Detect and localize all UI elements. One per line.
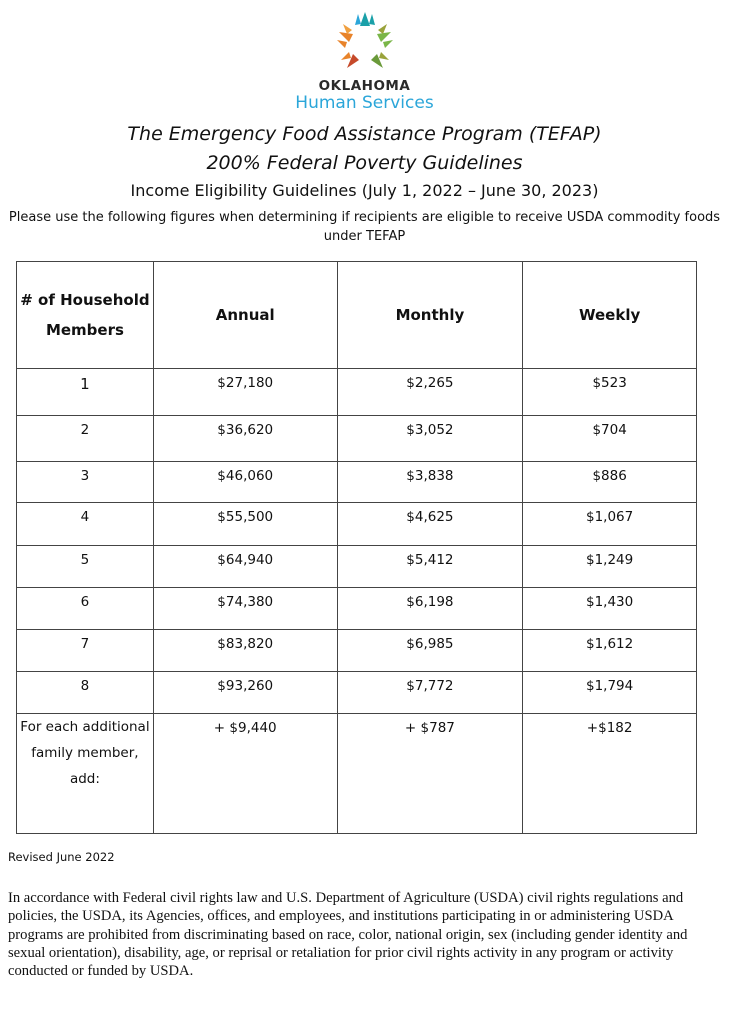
org-name-line2: Human Services [295, 93, 434, 113]
members-cell: 1 [17, 369, 154, 416]
members-cell: 8 [17, 672, 154, 714]
weekly-cell: $523 [523, 369, 697, 416]
annual-cell: $46,060 [153, 462, 337, 503]
header-members: # of Household Members [17, 262, 154, 369]
monthly-cell: $4,625 [337, 503, 523, 546]
table-row [17, 546, 697, 588]
additional-members-cell: For each additional family member, add: [17, 714, 154, 834]
annual-cell: $27,180 [153, 369, 337, 416]
weekly-cell: $704 [523, 416, 697, 462]
monthly-cell: $6,985 [337, 630, 523, 672]
star-logo-icon [333, 10, 397, 74]
monthly-cell: $5,412 [337, 546, 523, 588]
monthly-cell: $6,198 [337, 588, 523, 630]
eligibility-subtitle: Income Eligibility Guidelines (July 1, 2022 – June 30, 2023) [130, 181, 599, 200]
weekly-cell: $1,612 [523, 630, 697, 672]
weekly-cell: $886 [523, 462, 697, 503]
annual-cell: $64,940 [153, 546, 337, 588]
table-row [17, 369, 697, 416]
annual-cell: $36,620 [153, 416, 337, 462]
table-row [17, 416, 697, 462]
monthly-cell: $3,052 [337, 416, 523, 462]
instructions: Please use the following figures when determining if recipients are eligible to receive USDA commodity foods under TEFAP [8, 210, 721, 244]
monthly-cell: $3,838 [337, 462, 523, 503]
members-cell: 3 [17, 462, 154, 503]
annual-cell: $55,500 [153, 503, 337, 546]
members-cell: 6 [17, 588, 154, 630]
program-title: The Emergency Food Assistance Program (TEFAP) [127, 123, 602, 145]
members-cell: 2 [17, 416, 154, 462]
weekly-cell: $1,067 [523, 503, 697, 546]
annual-cell: $83,820 [153, 630, 337, 672]
table-row [17, 462, 697, 503]
table-row [17, 503, 697, 546]
guidelines-title: 200% Federal Poverty Guidelines [206, 152, 523, 174]
org-name-line1: OKLAHOMA [318, 78, 411, 94]
weekly-cell: $1,794 [523, 672, 697, 714]
table-header-row [17, 262, 697, 369]
members-cell: 7 [17, 630, 154, 672]
additional-member-row [17, 714, 697, 834]
civil-rights-notice: In accordance with Federal civil rights law and U.S. Department of Agriculture (USDA) civil rights regulations and policies, the USDA, its Agencies, offices, and employees, and institutions participating in or administering USDA programs are prohibited from discriminating based on race, color, national origin, sex (including gender identity and sexual orientation), disability, age, or reprisal or retaliation for prior civil rights activity in any program or activity conducted or funded by USDA. [8, 890, 688, 980]
additional-weekly-cell: +$182 [523, 714, 697, 834]
header-annual: Annual [153, 262, 337, 369]
table-row [17, 630, 697, 672]
members-cell: 4 [17, 503, 154, 546]
members-cell: 5 [17, 546, 154, 588]
logo [0, 10, 729, 113]
annual-cell: $93,260 [153, 672, 337, 714]
monthly-cell: $2,265 [337, 369, 523, 416]
header-monthly: Monthly [337, 262, 523, 369]
income-table [16, 261, 697, 834]
table-row [17, 588, 697, 630]
weekly-cell: $1,430 [523, 588, 697, 630]
annual-cell: $74,380 [153, 588, 337, 630]
monthly-cell: $7,772 [337, 672, 523, 714]
header-weekly: Weekly [523, 262, 697, 369]
revised-date: Revised June 2022 [8, 850, 115, 864]
table-row [17, 672, 697, 714]
additional-monthly-cell: + $787 [337, 714, 523, 834]
additional-annual-cell: + $9,440 [153, 714, 337, 834]
weekly-cell: $1,249 [523, 546, 697, 588]
